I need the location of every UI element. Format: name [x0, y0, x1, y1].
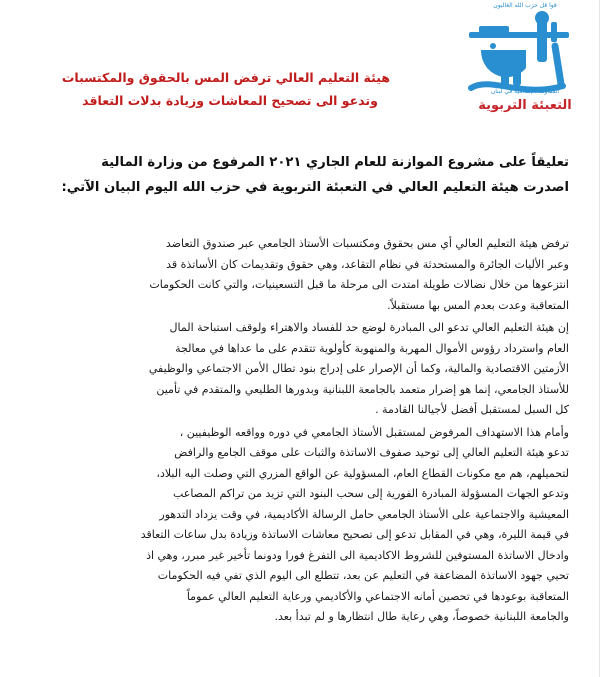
paragraph-2	[22, 318, 569, 421]
logo-top-text: قوا قل حزب الله الغالبون	[493, 2, 557, 9]
intro-line-1: تعليقاً على مشروع الموازنة للعام الجاري ٢٠٢١ المرفوع من وزارة المالية	[101, 155, 569, 170]
body-line: وأمام هذا الاستهداف المرفوض لمستقبل الأستاذ الجامعي في دوره وواقعه الوظيفيين ،	[179, 425, 569, 439]
body-line: والجامعة اللبنانية خصوصاً، وهي رعاية طال انتظارها و لم تبدأ بعد.	[274, 610, 569, 623]
body-line: العام واسترداد رؤوس الأموال المهربة والمنهوبة كأولوية تتقدم على ما عداها في معالجة	[175, 341, 569, 355]
logo-caption: التعبئة التربوية	[478, 98, 572, 113]
body-line: تدعو هيئة التعليم العالي إلى توحيد صفوف الاساتذة والثبات على موقف الجامع والرافض	[174, 446, 569, 459]
body-line: تحيي جهود الاساتذة المضاعفة في التعليم عن بعد، تتطلع الى اليوم الذي تفي فيه الحكومات	[157, 569, 569, 582]
body-line: ترفض هيئة التعليم العالي أي مس بحقوق ومكتسبات الأستاذ الجامعي عبر صندوق التعاضد	[165, 237, 569, 250]
body-line: للأستاذ الجامعي، إنما هو إضرار متعمد بالجامعة اللبنانية وبدورها الطليعي والمتقدم في تأمين	[156, 382, 569, 396]
press-release-headline	[61, 66, 390, 112]
body-line: الأزمتين الاقتصادية والمالية، وكما أن الإصرار على إدراج بنود تطال الأمن الاجتماعي والوظيفي	[148, 362, 569, 375]
body-line: المعيشية والاجتماعية على الأستاذ الجامعي حامل الرسالة الأكاديمية، في وقت يزداد التدهور	[159, 507, 569, 521]
body-line: وتدعو الجهات المسؤولة المبادرة الفورية إلى سحب البنود التي تزيد من تراكم المصاعب	[172, 487, 569, 500]
body-line: في قيمة الليرة، وهي في المقابل تدعو إلى تصحيح معاشات الاساتذة وزيادة بدل ساعات التعاقد	[140, 528, 569, 541]
paragraph-1	[22, 234, 569, 316]
intro-statement	[22, 150, 569, 200]
paragraph-3	[22, 423, 569, 628]
body-line: لتحميلهم، هم مع مكونات القطاع العام، المسؤولية عن الواقع المزري التي وصلت اليه البلاد،	[156, 466, 569, 480]
logo-subtitle: المقاومة الإسلامية في لبنان	[490, 88, 560, 95]
body-line: كل السبل لمستقبل أفضل لأجيالنا القادمة .	[375, 403, 569, 416]
statement-body	[22, 234, 569, 630]
headline-line-2: وتدعو الى تصحيح المعاشات وزيادة بدلات التعاقد	[82, 93, 378, 108]
intro-line-2: اصدرت هيئة التعليم العالي في التعبئة التربوية في حزب الله اليوم البيان الآتي:	[61, 180, 569, 195]
body-line: المتعاقبة بوعودها في تحصين أمانه الاجتماعي والأكاديمي ورعاية التعليم العالي عموماً	[186, 589, 569, 603]
body-line: المتعاقبة وعدت بعدم المس بها مستقبلاً.	[387, 298, 569, 312]
body-line: وادخال الاساتذة المستوفين للشروط الاكاديمية الى التفرغ فورا ودونما تأخير غير مبرر، وهي اذ	[146, 548, 569, 562]
body-line: وعبر الأليات الجائرة والمستحدثة في نظام التقاعد، وهي حقوق وتقديمات كان الأساتذة قد	[166, 257, 569, 271]
body-line: إن هيئة التعليم العالي تدعو الى المبادرة لوضع حد للفساد والاهتراء ولوقف استباحة المال	[169, 321, 569, 334]
body-line: انتزعوها من خلال نضالات طويلة امتدت الى مرحلة ما قبل التسعينيات، والتي كانت الحكومات	[149, 278, 569, 291]
headline-line-1: هيئة التعليم العالي ترفض المس بالحقوق والمكتسبات	[61, 70, 390, 85]
